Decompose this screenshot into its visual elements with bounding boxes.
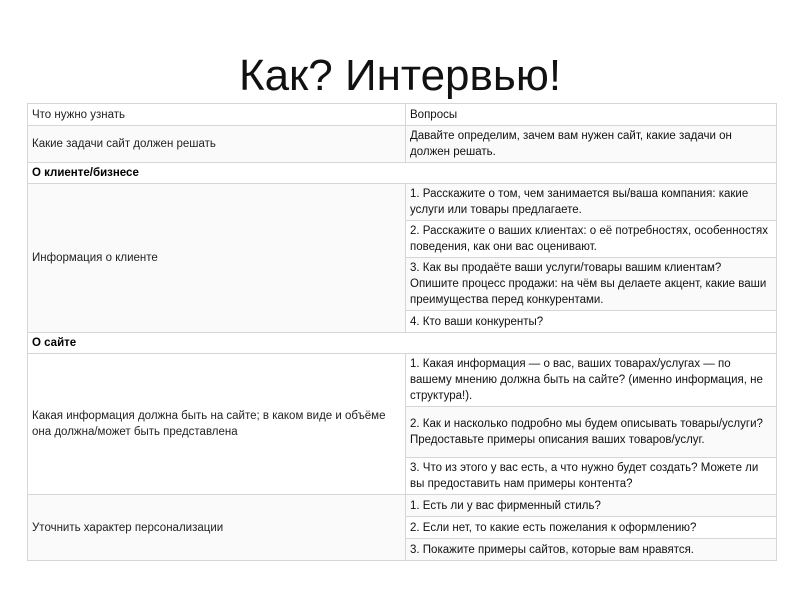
question-cell: 3. Как вы продаёте ваши услуги/товары вашим клиентам? Опишите процесс продажи: на чём вы делаете акцент, какие ваши преимущества перед конкурентами. [406, 258, 777, 311]
question-cell: 1. Расскажите о том, чем занимается вы/ваша компания: какие услуги или товары предлагаете. [406, 184, 777, 221]
interview-table [27, 103, 777, 561]
topic-cell: Уточнить характер персонализации [28, 495, 406, 561]
table-row [28, 495, 777, 517]
section-title-client: О клиенте/бизнесе [28, 163, 777, 184]
question-cell: 4. Кто ваши конкуренты? [406, 311, 777, 333]
question-cell: 2. Если нет, то какие есть пожелания к оформлению? [406, 517, 777, 539]
table-header-row [28, 104, 777, 126]
page-title: Как? Интервью! [238, 51, 562, 100]
question-cell: 2. Расскажите о ваших клиентах: о её потребностях, особенностях поведения, как они вас оценивают. [406, 221, 777, 258]
question-cell: 2. Как и насколько подробно мы будем описывать товары/услуги? Предоставьте примеры описания ваших товаров/услуг. [406, 407, 777, 458]
table-row [28, 184, 777, 221]
topic-cell: Информация о клиенте [28, 184, 406, 333]
question-cell: 3. Что из этого у вас есть, а что нужно будет создать? Можете ли вы предоставить нам примеры контента? [406, 458, 777, 495]
table-row [28, 354, 777, 407]
section-row [28, 333, 777, 354]
header-cell-what: Что нужно узнать [28, 104, 406, 126]
section-title-site: О сайте [28, 333, 777, 354]
section-row [28, 163, 777, 184]
question-cell: 1. Есть ли у вас фирменный стиль? [406, 495, 777, 517]
topic-cell: Какая информация должна быть на сайте; в каком виде и объёме она должна/может быть представлена [28, 354, 406, 495]
table-row [28, 126, 777, 163]
question-cell: 3. Покажите примеры сайтов, которые вам нравятся. [406, 539, 777, 561]
question-cell: Давайте определим, зачем вам нужен сайт, какие задачи он должен решать. [406, 126, 777, 163]
question-cell: 1. Какая информация — о вас, ваших товарах/услугах — по вашему мнению должна быть на сайте? (именно информация, не структура!). [406, 354, 777, 407]
topic-cell: Какие задачи сайт должен решать [28, 126, 406, 163]
header-cell-questions: Вопросы [406, 104, 777, 126]
